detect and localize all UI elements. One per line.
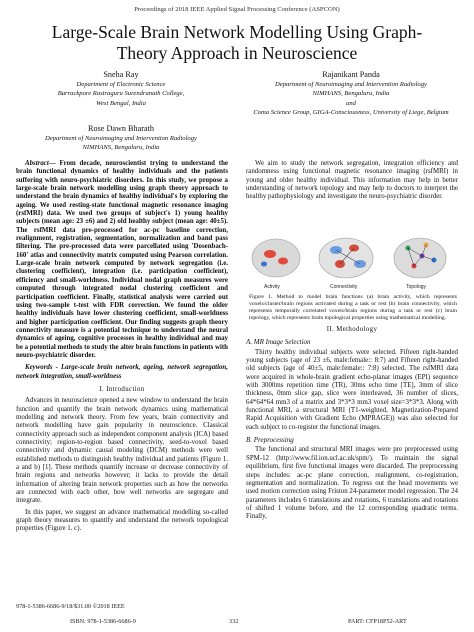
author-affiliation: and: [346, 99, 356, 107]
paper-title: [16, 22, 458, 64]
author-name: Sneha Ray: [103, 70, 139, 79]
right-column-top: [246, 160, 458, 202]
brain-connectivity-icon: [319, 238, 373, 278]
author-affiliation: Coma Science Group, GIGA-Consciousness, University of Liege, Belgium: [253, 109, 449, 117]
part-footer: PART: CFP18P52-ART: [348, 618, 407, 625]
brain-topology-icon: [394, 238, 446, 278]
author-name: Rajanikant Panda: [322, 70, 380, 79]
author-block-3: [16, 124, 226, 153]
author-affiliation: Department of Neuroimaging and Intervention Radiology: [45, 134, 197, 142]
author-block-1: [16, 70, 226, 108]
author-affiliation: NIMHANS, Bengaluru, India: [312, 90, 390, 98]
copyright-line: 978-1-5386-6686-9/18/$31.00 ©2018 IEEE: [16, 603, 125, 610]
keywords: [16, 364, 228, 381]
author-affiliation: NIMHANS, Bengaluru, India: [82, 144, 160, 152]
figure-label-activity: Activity: [264, 284, 280, 290]
conference-header: Proceedings of 2018 IEEE Applied Signal Processing Conference (ASPCON): [134, 6, 340, 13]
section-heading-methodology: II. Methodology: [326, 326, 378, 333]
abstract-label: Abstract: [25, 160, 49, 167]
title-line-1: Large-Scale Brain Network Modelling Using Graph-: [51, 22, 423, 42]
mr-image-paragraph: Thirty healthy individual subjects were selected. Fifteen right-handed young subjects (age of 23 ±6, male:female:: 8:7) and Fifteen right-handed old subjects (age of 40±5, male:female:: 7:8) selected. The rsfMRI data were acquired in whole-brain gradient echo-planar images (EPI) sequence with 3000ms repetition time (TR), 30ms echo time [TE], 3mm of slice thickness, 0mm slice gap, slice were interleaved, 36 number of slices, 64*64*64 mm3 of a matrix and 3*3*3 mm3 voxel size=3*3*3. Along with functional MRI, a structural MRI (T1-weighted, Magnetization-Prepared Rapid Acquisition with Gradient Echo (MPRAGE)) was also selected for each subject to co-register the functional images.: [246, 348, 458, 431]
figure-1-graphic: [250, 234, 450, 292]
subsection-heading-preprocessing: B. Preprocessing: [246, 436, 294, 445]
right-column-methodology: [246, 326, 458, 522]
author-affiliation: Department of Neuroimaging and Intervention Radiology: [275, 80, 427, 88]
keywords-label: Keywords: [25, 364, 53, 372]
figure-1: [250, 234, 450, 292]
abstract: Abstract— From decade, neuroscientist trying to understand the brain functional dynamics of healthy individuals and the patients suffering with neuro-psychiatric disorders. In this study, we propose a large-scale brain network modelling using graph theory approach to understand the brain dynamics of healthy individual's by exploring the ageing. We used resting-state functional magnetic resonance imaging (rsfMRI) data. We used two groups of subject's 1) young healthy subjects (mean age: 23 ±6) and 2) old healthy subject (mean age: 40±5). The rsfMRI data pre-processed for ac-pc baseline correction, realignment, registration, segmentation, normalization and band pass filtering. The pre-processed data were parcellated using 'Dosenbach-160' atlas and connectivity matrix computed using Pearson correlation. Large-scale brain network computed by network segregation (i.e. clustering coefficient), integration (i.e. participation coefficient), efficiency and small-worldness. Individual nodal graph measures were computed through integrated nodal clustering coefficient and participation coefficient. Finally, statistical analysis were carried out using two-sample t-test with FDR correction. We found the older healthy individuals have lower clustering coefficient, small-worldness and higher participation coefficient. Our finding suggests graph theory connectivity measure is a potential technique to understand the neural dynamics of ageing, cognitive processes in healthy individual and may be a potential methods to study the alter brain functions in patients with neuro-psychiatric disorder.: [16, 160, 228, 359]
author-block-2: [240, 70, 462, 118]
author-affiliation: Department of Electronic Science: [76, 80, 166, 88]
brain-activity-icon: [252, 239, 300, 277]
figure-label-topology: Topology: [406, 284, 427, 290]
right-intro-paragraph: We aim to study the network segregation, integration efficiency and randomness using functional magnetic resonance imaging (rsfMRI) in young and older healthy individual. This information may help in better understanding of network topology and may help to doctors to interpret the healthy pathophysiology and investigate the neuro-psychiatric disorder.: [246, 160, 458, 201]
title-line-2: Theory Approach in Neuroscience: [116, 43, 358, 63]
intro-paragraph-1: Advances in neuroscience opened a new window to understand the brain function and quantify the brain network dynamics using mathematical modelling and network theory. From few years, brain connectivity and network modelling have gain popularity in neuroscience. Classical connectivity approach such as independent component analysis (ICA) based connectivity; region-to-region based connectivity, seed-to-voxel based connectivity and dynamic causal modeling (DCM) methods were well established methods to distinguish healthy individual and patients (Figure 1. a and b) [1]. These methods quantify increase or decrease connectivity of brain regions and networks however; it lacks to provide the detail information of altering brain network properties such as how the networks are connected with each other, how well networks are segregate and integrate.: [16, 397, 228, 505]
left-column: [16, 160, 228, 534]
preprocessing-paragraph: The functional and structural MRI images were pre preprocessed using SPM-12 (http://www.fil.ion.ucl.ac.uk/spm/). To maintain the signal equilibrium, first five functional images were discarded. The preprocessing steps includes: ac-pc plane correction, realignment, co-registration, segmentation and normalization. To regress out the head movements we used motion correction using Friston 24-parameter model regression. The 24 parameters includes 6 translations and rotations, 6 translations and rotations of shifted 1 volume before, and the 12 corresponding quadratic terms. Finally,: [246, 446, 458, 521]
intro-paragraph-2: In this paper, we suggest an advance mathematical modelling so-called graph theory measures to quantify and understand the network topological properties (Figure 1. c).: [16, 508, 228, 533]
section-heading-introduction: I. Introduction: [99, 385, 145, 393]
author-affiliation: Barrackpore Rastraguru Surendranath College,: [57, 90, 185, 98]
author-affiliation: West Bengal, India: [96, 99, 146, 107]
author-name: Rose Dawn Bharath: [88, 124, 154, 133]
figure-label-connectivity: Connectivity: [330, 284, 358, 290]
figure-1-caption: Figure 1. Method to model brain functions (a) brain activity, which represents voxels/cluster/brain regions activated during a task or rest (b) brain connectivity, which represents temporally correlated voxels/brain regions during a task or rest (c) brain topology, which represents brain topological properties using mathematical modelling.: [249, 294, 457, 321]
keywords-text: - Large-scale brain network, ageing, network segregation, network integration, small-worldness: [16, 364, 228, 380]
subsection-heading-mr-image: A. MR Image Selection: [246, 338, 311, 347]
page-number: 332: [229, 618, 239, 625]
abstract-text: From decade, neuroscientist trying to understand the brain functional dynamics of healthy individuals and the patients suffering with neuro-psychiatric disorders. In this study, we propose a large-scale brain network modelling using graph theory approach to understand the brain dynamics of healthy individual's by exploring the ageing. We used resting-state functional magnetic resonance imaging (rsfMRI) data. We used two groups of subject's 1) young healthy subjects (mean age: 23 ±6) and 2) old healthy subject (mean age: 40±5). The rsfMRI data pre-processed for ac-pc baseline correction, realignment, registration, segmentation, normalization and band pass filtering. The pre-processed data were parcellated using 'Dosenbach-160' atlas and connectivity matrix computed using Pearson correlation. Large-scale brain network computed by network segregation (i.e. clustering coefficient), integration (i.e. participation coefficient), efficiency and small-worldness. Individual nodal graph measures were computed through integrated nodal clustering coefficient and participation coefficient. Finally, statistical analysis were carried out using two-sample t-test with FDR correction. We found the older healthy individuals have lower clustering coefficient, small-worldness and higher participation coefficient. Our finding suggests graph theory connectivity measure is a potential technique to understand the neural dynamics of ageing, cognitive processes in healthy individual and may be a potential methods to study the alter brain functions in patients with neuro-psychiatric disorder.: [16, 160, 228, 359]
isbn-footer: ISBN: 978-1-5386-6686-9: [70, 618, 136, 625]
